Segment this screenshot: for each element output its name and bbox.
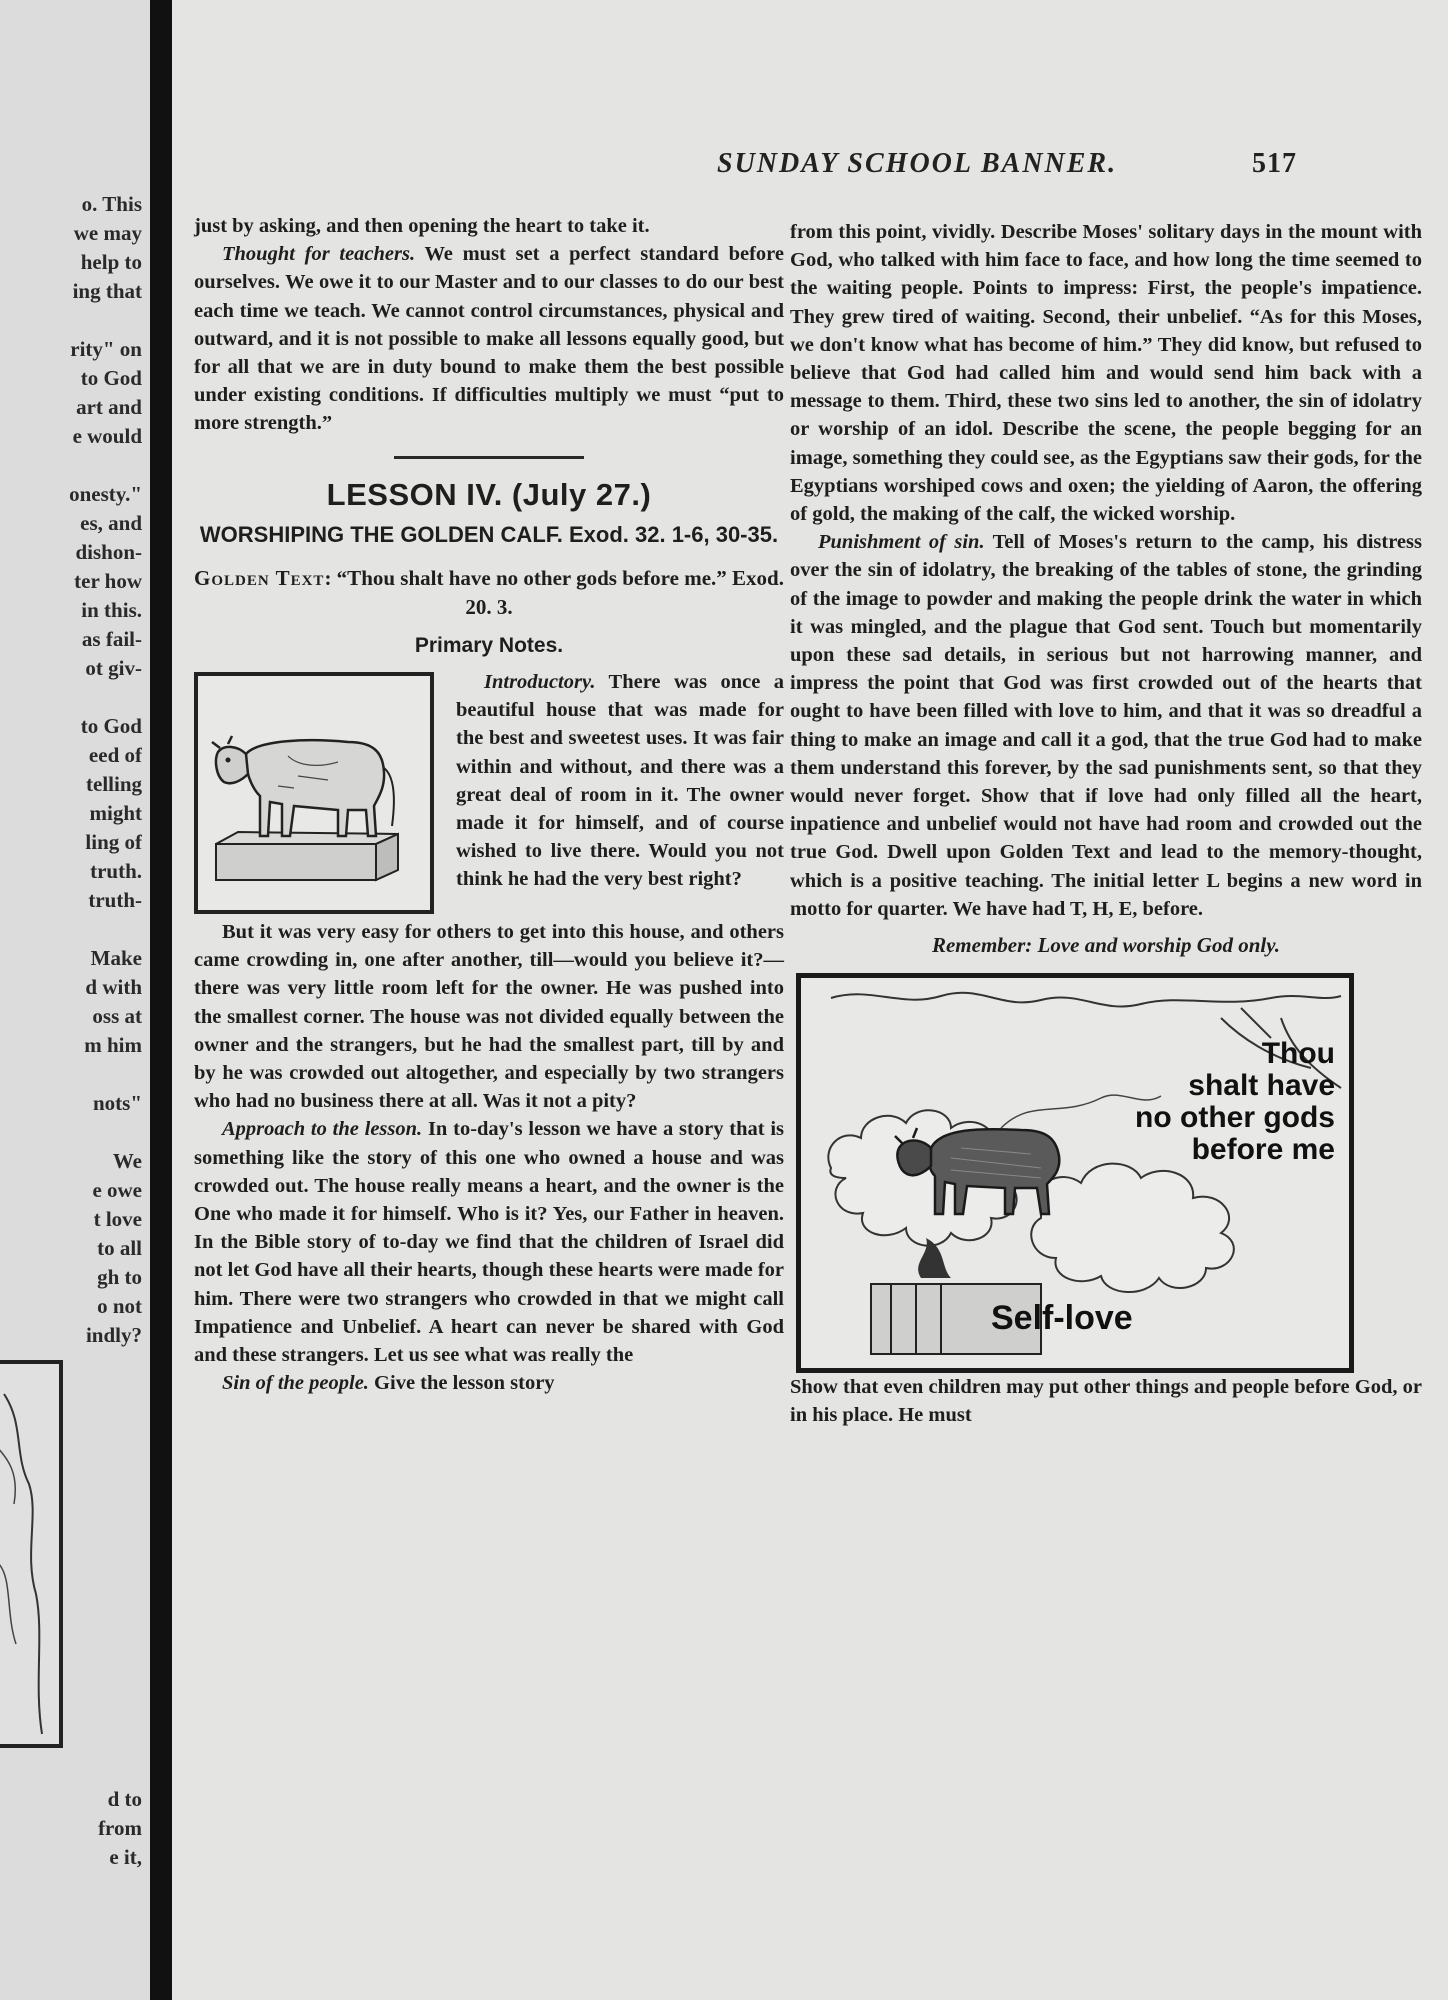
previous-page-line: onesty." xyxy=(69,482,142,506)
previous-page-line: t love xyxy=(93,1207,142,1231)
section-divider xyxy=(394,456,584,459)
approach-label: Approach to the lesson. xyxy=(222,1118,423,1141)
previous-page-illustration xyxy=(0,1360,63,1748)
previous-page-line: telling xyxy=(86,772,142,796)
ox-illustration xyxy=(194,672,434,914)
commandment-line-4: before me xyxy=(1191,1133,1335,1167)
commandment-line-2: shalt have xyxy=(1188,1069,1335,1103)
left-column xyxy=(194,212,784,1397)
introductory-label: Introductory. xyxy=(484,671,596,694)
previous-page-line xyxy=(0,1756,142,1785)
previous-page-line: e owe xyxy=(92,1178,142,1202)
previous-page-line: m him xyxy=(84,1033,142,1057)
remember-line: Remember: Love and worship God only. xyxy=(931,933,1281,958)
previous-page-line: in this. xyxy=(81,598,142,622)
lesson-subtitle: WORSHIPING THE GOLDEN CALF. Exod. 32. 1-6, 30-35. xyxy=(199,521,779,547)
previous-page-line: ter how xyxy=(74,569,142,593)
house-paragraph: But it was very easy for others to get into this house, and others came crowding in, one after another, till—would you believe it?—there was very little room left for the owner. He was pushed into the smallest corner. The house was not divided equally between the owner and the strangers, but he had the smallest part, till by and by he was crowded out altogether, and especially by two strangers who had no business there at all. Was it not a pity? xyxy=(194,921,784,1113)
commandment-text xyxy=(1135,1038,1335,1166)
previous-page-line: truth- xyxy=(88,888,142,912)
approach-paragraph xyxy=(194,1115,784,1369)
previous-page-line: d with xyxy=(85,975,142,999)
previous-page-line: indly? xyxy=(85,1323,142,1347)
previous-page-line: e would xyxy=(72,424,142,448)
previous-page-line xyxy=(0,1060,142,1089)
previous-page-line: from xyxy=(98,1816,142,1840)
approach-text: In to-day's lesson we have a story that is something like the story of this one who owned a house and was crowded out. The house really means a heart, and the owner is the One who made it for himself. Who is it? Yes, our Father in heaven. In the Bible story of to-day we find that the children of Israel did not let God have all their hearts, though these hearts were made for him. There were two strangers who crowded in that we might call Impatience and Unbelief. A heart can never be shared with God and these strangers. Let us see what was really the xyxy=(194,1118,784,1367)
sin-text: Give the lesson story xyxy=(368,1372,555,1395)
previous-page-line: o not xyxy=(97,1294,142,1318)
thought-text: We must set a perfect standard before ourselves. We owe it to our Master and to our classes to do our best each time we teach. We cannot control circumstances, physical and outward, and it is not possible to make all lessons equally good, but for all that we are in duty bound to make them the best possible under existing conditions. If difficulties multiply we must “put to more strength.” xyxy=(194,243,785,435)
previous-page-line: ing that xyxy=(72,279,142,303)
previous-page-line: as fail- xyxy=(81,627,142,651)
previous-page-line: d to xyxy=(107,1787,142,1811)
previous-page-line: might xyxy=(89,801,142,825)
golden-label: Golden Text xyxy=(194,565,325,590)
sin-label: Sin of the people. xyxy=(222,1372,369,1395)
golden-calf-illustration xyxy=(796,973,1354,1373)
commandment-line-1: Thou xyxy=(1261,1037,1335,1071)
commandment-line-3: no other gods xyxy=(1135,1101,1335,1135)
previous-page-line xyxy=(0,451,142,480)
right-column xyxy=(790,218,1422,1430)
previous-page-line: gh to xyxy=(97,1265,142,1289)
previous-page-line: es, and xyxy=(80,511,142,535)
lesson-title: LESSON IV. (July 27.) xyxy=(326,476,652,512)
punishment-label: Punishment of sin. xyxy=(818,531,985,554)
golden-text xyxy=(194,564,784,622)
previous-page-line: to God xyxy=(80,714,142,738)
previous-page-line: rity" on xyxy=(70,337,142,361)
punishment-text: Tell of Moses's return to the camp, his distress over the sin of idolatry, the breaking of the tables of stone, the grinding of the image to powder and making the people drink the water in which it was mingled, and the plague that God sent. Touch but momentarily upon these sad details, in serious but not harrowing manner, and impress the point that God was first crowded out of the hearts that ought to have been filled with love to him, and that it was so dreadful a thing to make an image and call it a god, that the true God had to make them understand this forever, by the sad punishments sent, so that they would never forget. Show that if love had only filled all the heart, inpatience and unbelief would not have had room and crowded out the true God. Dwell upon Golden Text and lead to the memory-thought, which is a positive teaching. The initial letter L begins a new word in motto for quarter. We have had T, H, E, before. xyxy=(790,531,1422,920)
previous-page-line: nots" xyxy=(92,1091,142,1115)
previous-page-line: dishon- xyxy=(75,540,142,564)
thought-for-teachers xyxy=(194,240,784,437)
previous-page-line: o. This xyxy=(81,192,142,216)
primary-notes-heading: Primary Notes. xyxy=(414,633,564,657)
page xyxy=(172,0,1448,2000)
previous-page-line: We xyxy=(112,1149,142,1173)
previous-page-edge xyxy=(0,0,150,2000)
altar-label: Self-love xyxy=(991,1299,1133,1338)
describe-paragraph: from this point, vividly. Describe Moses' solitary days in the mount with God, who talked with him face to face, and how long the time seemed to the waiting people. Points to impress: First, the people's impatience. They grew tired of waiting. Second, their unbelief. “As for this Moses, we don't know what has become of him.” They did know, but refused to believe that God had called him and would send him back with a message to them. Third, these two sins led to another, the sin of idolatry or worship of an idol. Describe the scene, the people begging for an image, something they could see, as the Egyptians saw their gods, for the Egyptians worshiped cows and oxen; the yielding of Aaron, the offering of gold, the making of the calf, the wicked worship. xyxy=(790,221,1422,526)
final-paragraph: Show that even children may put other things and people before God, or in his place. He must xyxy=(790,1376,1422,1427)
page-number: 517 xyxy=(1252,148,1297,179)
previous-page-line: oss at xyxy=(92,1004,142,1028)
previous-page-line: help to xyxy=(80,250,142,274)
previous-page-line: to all xyxy=(97,1236,142,1260)
golden-quote: : “Thou shalt have no other gods before me.” Exod. 20. 3. xyxy=(324,565,784,619)
sin-paragraph xyxy=(194,1369,784,1397)
thought-label: Thought for teachers. xyxy=(222,243,416,266)
previous-page-line: ot giv- xyxy=(85,656,142,680)
previous-page-line: truth. xyxy=(90,859,142,883)
previous-page-line: ling of xyxy=(85,830,142,854)
previous-page-line xyxy=(0,306,142,335)
previous-page-line xyxy=(0,683,142,712)
previous-page-line xyxy=(0,1118,142,1147)
introductory-text: There was once a beautiful house that was made for the best and sweetest uses. It was fair within and without, and there was a great deal of room in it. The owner made it for himself, and of course wished to live there. Would you not think he had the very best right? xyxy=(456,671,784,891)
previous-page-line: eed of xyxy=(88,743,142,767)
previous-page-line: art and xyxy=(76,395,142,419)
previous-page-line: Make xyxy=(90,946,142,970)
intro-paragraph: just by asking, and then opening the heart to take it. xyxy=(194,215,650,237)
previous-page-line: e it, xyxy=(109,1845,142,1869)
previous-page-line: we may xyxy=(73,221,142,245)
previous-page-line: to God xyxy=(80,366,142,390)
binding-gutter xyxy=(150,0,172,2000)
previous-page-line xyxy=(0,915,142,944)
header-title: SUNDAY SCHOOL BANNER. xyxy=(717,148,1118,179)
punishment-paragraph xyxy=(790,528,1422,923)
